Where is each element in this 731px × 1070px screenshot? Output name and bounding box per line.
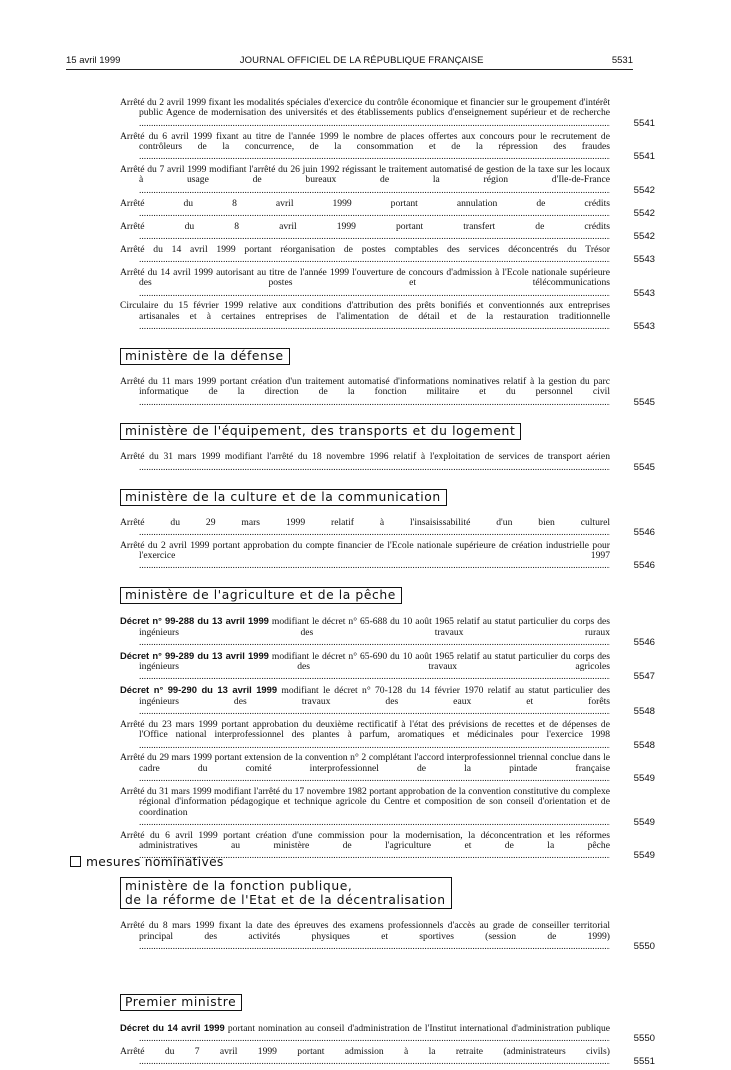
section-title-defense: ministère de la défense: [120, 348, 290, 365]
header-date: 15 avril 1999: [66, 55, 121, 66]
toc-entry[interactable]: Arrêté du 31 mars 1999 modifiant l'arrêté du 18 novembre 1996 relatif à l'exploitation de services de transport aérien ..... 5545: [120, 452, 610, 473]
toc-entry[interactable]: Arrêté du 6 avril 1999 portant création d'une commission pour la modernisation, la déconcentration et les réformes administratives au ministère de l'agriculture et de la pêche ..... 5549: [120, 831, 610, 862]
toc-entry[interactable]: Arrêté du 14 avril 1999 portant réorganisation de postes comptables des services déconcentrés du Trésor ..... 5543: [120, 245, 610, 266]
toc-entry[interactable]: Décret n° 99-290 du 13 avril 1999 modifiant le décret n° 70-128 du 14 février 1970 relatif au statut particulier des ingénieurs des travaux des eaux et forêts ..... 5548: [120, 685, 610, 717]
section-title-culture: ministère de la culture et de la communication: [120, 489, 447, 506]
section-title-premier-ministre: Premier ministre: [120, 994, 242, 1011]
top-entries: [120, 98, 655, 333]
toc-entry[interactable]: Arrêté du 2 avril 1999 fixant les modalités spéciales d'exercice du contrôle économique et financier sur le groupement d'intérêt public Agence de modernisation des universités et des établissements publics d'enseignement supérieur et de recherche ..... 5541: [120, 98, 610, 129]
toc-entry[interactable]: Arrêté du 7 avril 1999 modifiant l'arrêté du 26 juin 1992 régissant le traitement automatisé de gestion de la taxe sur les locaux à usage de bureaux de la région d'Ile-de-France ..... 5542: [120, 165, 610, 196]
toc-entry[interactable]: Circulaire du 15 février 1999 relative aux conditions d'attribution des prêts bonifiés et conventionnés aux entreprises artisanales et à certaines entreprises de l'alimentation de détail et de la restauration traditionnelle ..... 5543: [120, 301, 610, 332]
toc-entry[interactable]: Arrêté du 29 mars 1999 portant extension de la convention n° 2 complétant l'accord interprofessionnel triennal conclue dans le cadre du comité interprofessionnel de la pintade française ..... 5549: [120, 753, 610, 784]
toc-entry[interactable]: Arrêté du 6 avril 1999 fixant au titre de l'année 1999 le nombre de places offertes aux concours pour le recrutement de contrôleurs de la concurrence, de la consommation et de la répression des fraudes ..... 5541: [120, 132, 610, 163]
toc-entry[interactable]: Décret n° 99-289 du 13 avril 1999 modifiant le décret n° 65-690 du 10 août 1965 relatif au statut particulier du corps des ingénieurs des travaux agricoles ..... 5547: [120, 651, 610, 683]
table-of-contents: [120, 98, 655, 1070]
section-title-line-2: de la réforme de l'Etat et de la décentralisation: [125, 893, 446, 908]
toc-entry[interactable]: Arrêté du 8 avril 1999 portant transfert de crédits ..... 5542: [120, 222, 610, 243]
toc-entry[interactable]: Arrêté du 8 mars 1999 fixant la date des épreuves des examens professionnels d'accès au grade de conseiller territorial principal des activités physiques et sportives (session de 1999) ..... 5550: [120, 921, 610, 952]
page-header: [66, 55, 633, 69]
header-rule: [66, 69, 633, 70]
section-title-agriculture: ministère de l'agriculture et de la pêche: [120, 587, 402, 604]
toc-entry[interactable]: Arrêté du 23 mars 1999 portant approbation du deuxième rectificatif à l'état des prévisions de recettes et de dépenses de l'Office national interprofessionnel des plantes à parfum, aromatiques et médicinales pour l'exercice 1998 ..... 5548: [120, 720, 610, 751]
toc-entry[interactable]: Décret n° 99-288 du 13 avril 1999 modifiant le décret n° 65-688 du 10 août 1965 relatif au statut particulier du corps des ingénieurs des travaux ruraux ..... 5546: [120, 616, 610, 648]
section-title-equipement: ministère de l'équipement, des transports et du logement: [120, 423, 521, 440]
journal-title: JOURNAL OFFICIEL DE LA RÉPUBLIQUE FRANÇAISE: [239, 55, 484, 66]
section-title-fonction-publique: [120, 877, 452, 909]
header-page-number: 5531: [611, 55, 633, 66]
toc-entry[interactable]: Arrêté du 7 avril 1999 portant admission à la retraite (administrateurs civils) ..... 5551: [120, 1047, 610, 1068]
toc-entry[interactable]: Arrêté du 31 mars 1999 modifiant l'arrêté du 17 novembre 1982 portant approbation de la convention constitutive du complexe régional d'information pédagogique et technique agricole du Centre et composition de son conseil d'orientation et de coordination ..... 5549: [120, 787, 610, 829]
toc-entry[interactable]: Arrêté du 8 avril 1999 portant annulation de crédits ..... 5542: [120, 199, 610, 220]
section-title-line-1: ministère de la fonction publique,: [125, 879, 353, 894]
toc-entry[interactable]: Arrêté du 29 mars 1999 relatif à l'insaisissabilité d'un bien culturel ..... 5546: [120, 518, 610, 539]
toc-entry[interactable]: Arrêté du 2 avril 1999 portant approbation du compte financier de l'Ecole nationale supérieure de création industrielle pour l'exercice 1997 ..... 5546: [120, 541, 610, 572]
toc-entry[interactable]: Arrêté du 11 mars 1999 portant création d'un traitement automatisé d'informations nominatives relatif à la gestion du parc informatique de la direction de la fonction militaire et du personnel civil ..... 5545: [120, 377, 610, 408]
mesures-nominatives-heading: mesures nominatives: [70, 855, 224, 869]
toc-entry[interactable]: Arrêté du 14 avril 1999 autorisant au titre de l'année 1999 l'ouverture de concours d'admission à l'Ecole nationale supérieure des postes et télécommunications ..... 5543: [120, 268, 610, 299]
checkbox-square-icon: [70, 856, 81, 867]
toc-entry[interactable]: Décret du 14 avril 1999 portant nomination au conseil d'administration de l'Institut international d'administration publique ..... 5550: [120, 1023, 610, 1045]
